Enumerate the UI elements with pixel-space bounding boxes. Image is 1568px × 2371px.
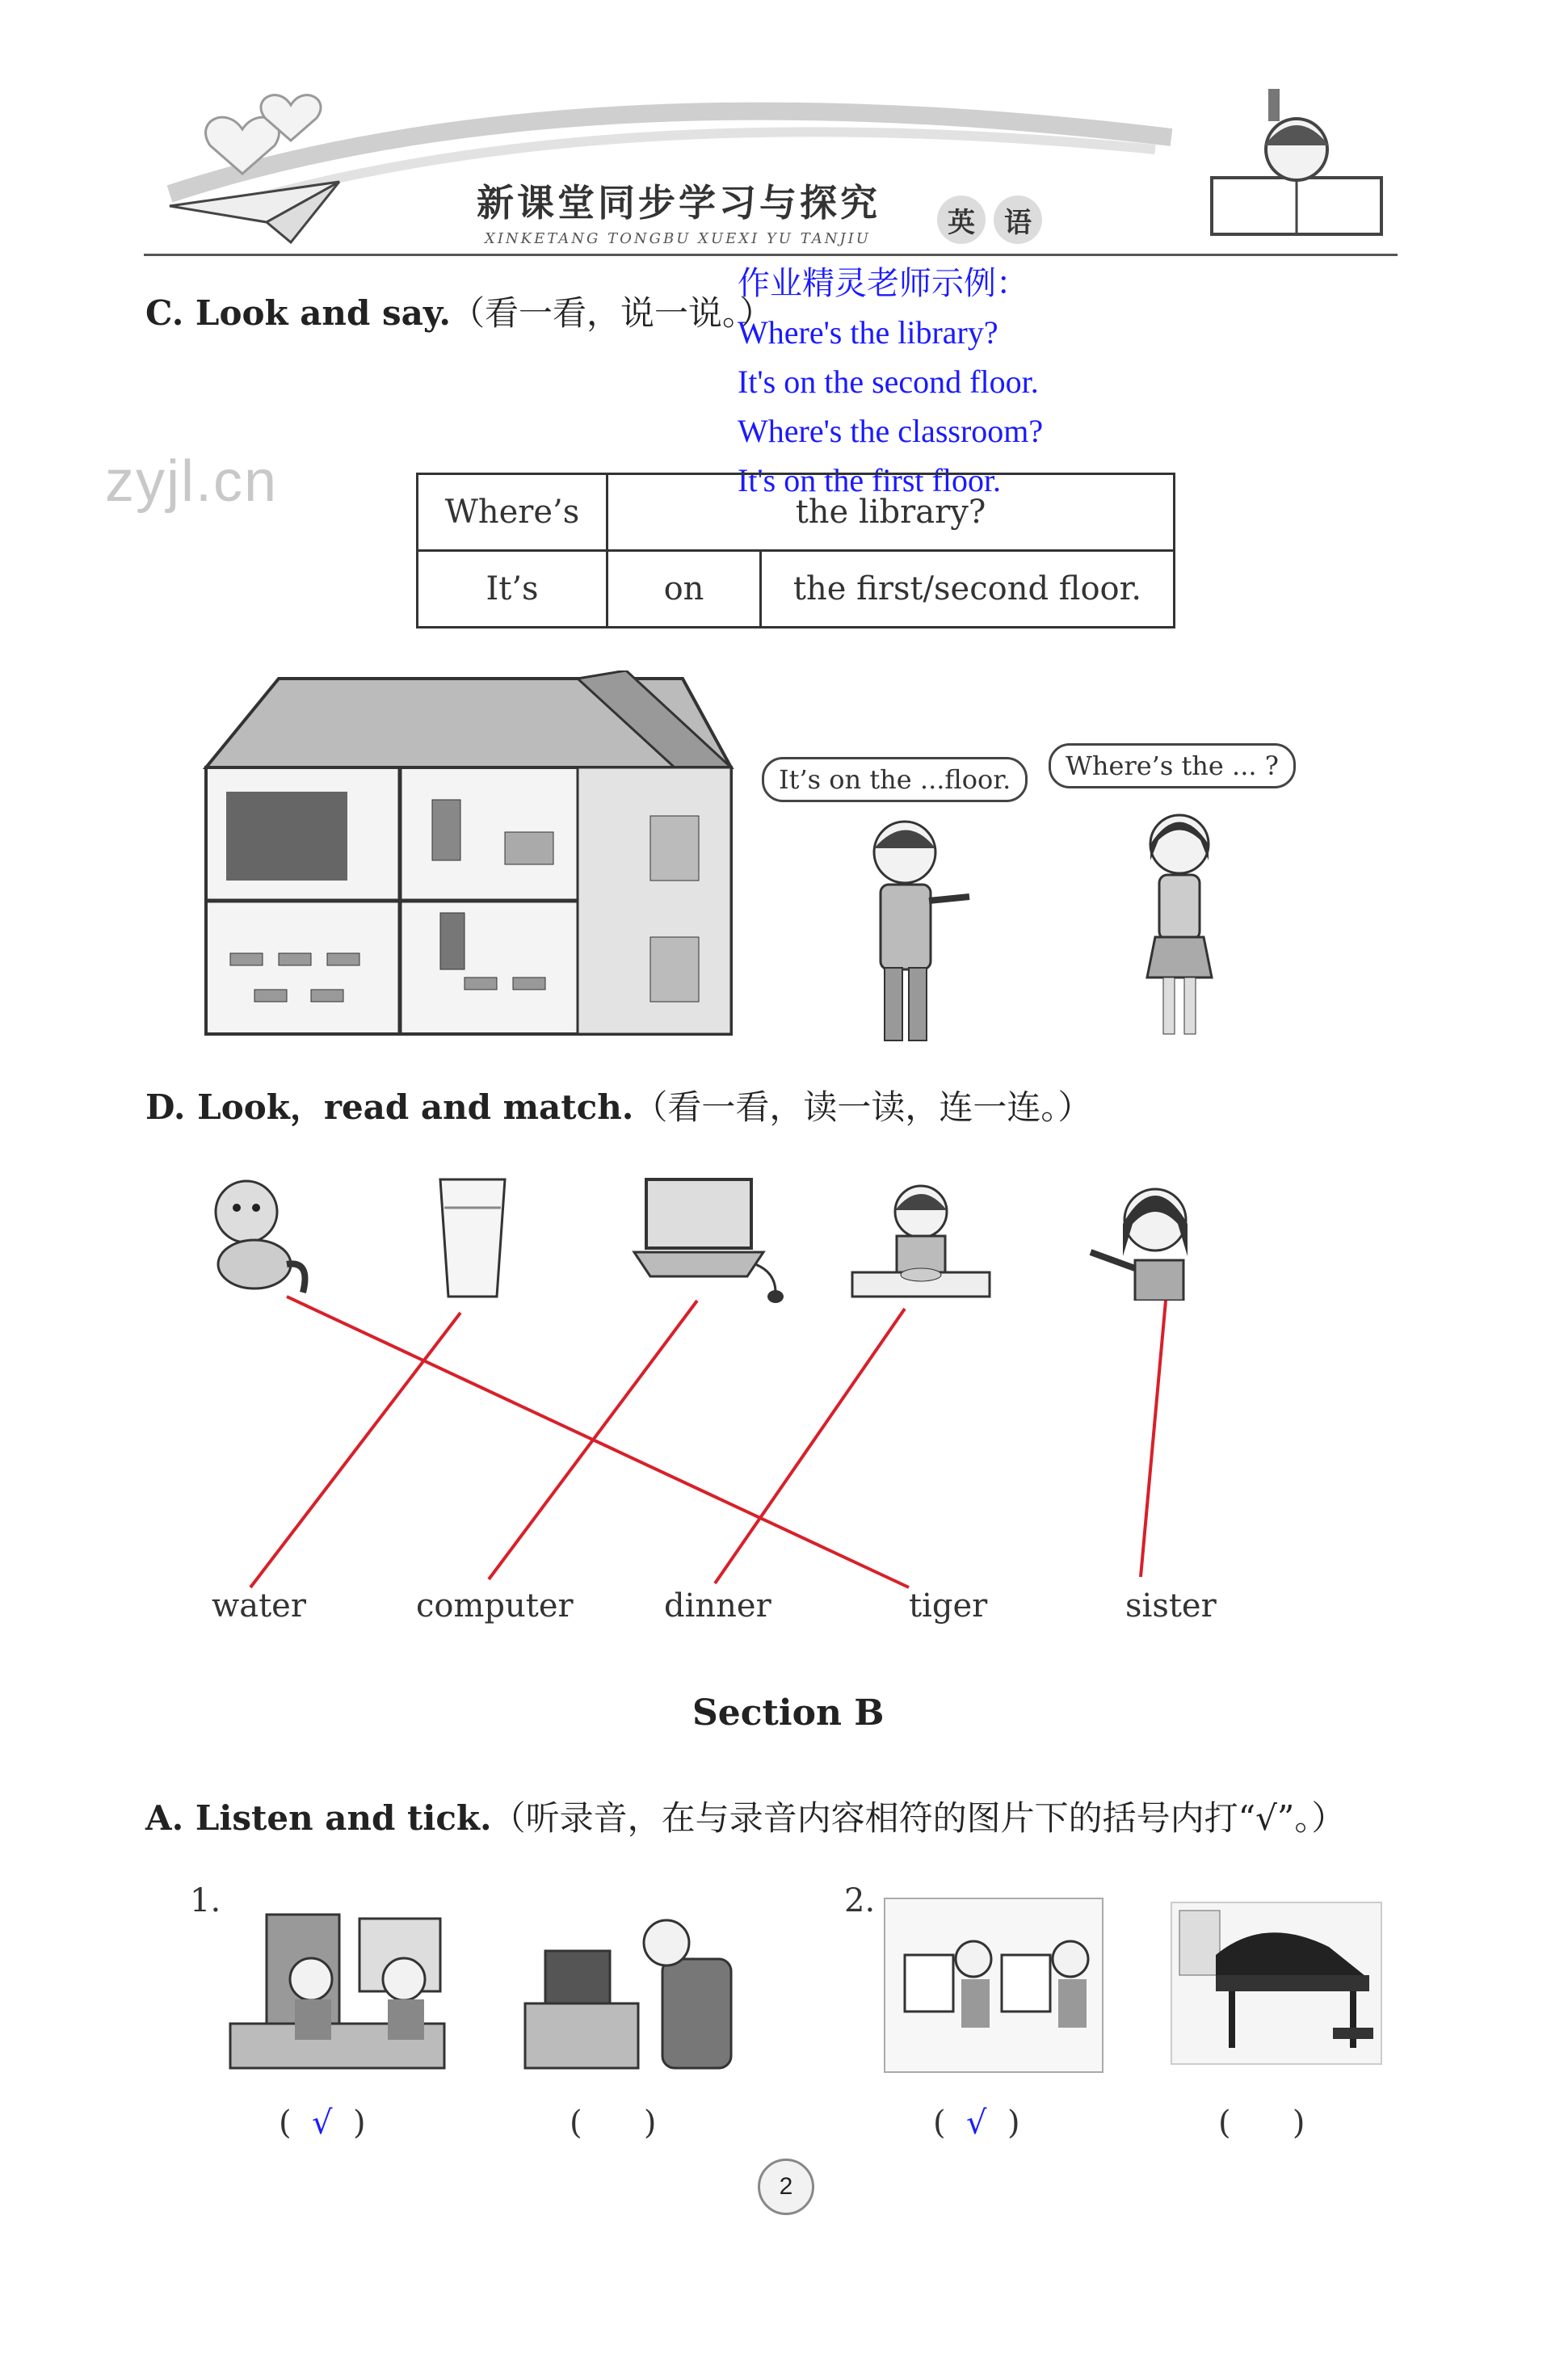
word-water: water [212, 1587, 306, 1625]
word-computer: computer [416, 1587, 574, 1625]
watermark: zyjl.cn [105, 449, 279, 514]
match-line-computer [489, 1301, 697, 1579]
item-number-1: 1. [190, 1882, 221, 1919]
word-sister: sister [1125, 1587, 1217, 1625]
section-d-heading-cn: （看一看，读一读，连一连。） [633, 1087, 1092, 1127]
word-dinner: dinner [664, 1587, 771, 1625]
table-cell: Where’s [418, 474, 607, 551]
answer-paren-2a: ( √ ) [933, 2104, 1020, 2142]
teacher-note-line: Where's the library? [738, 314, 998, 351]
page-title-pinyin: XINKETANG TONGBU XUEXI YU TANJIU [485, 230, 871, 247]
teacher-note-line: It's on the second floor. [738, 364, 1039, 400]
table-cell: It’s [418, 551, 607, 628]
answer-mark: √ [966, 2104, 987, 2142]
page-title: 新课堂同步学习与探究 [477, 181, 881, 225]
teacher-note-line: 作业精灵老师示例： [738, 265, 1028, 301]
children-painting-picture [881, 1882, 1107, 2076]
answer-paren-1a: ( √ ) [279, 2104, 366, 2142]
subject-badge-2: 语 [994, 195, 1042, 244]
section-d-heading-en: D. Look，read and match. [145, 1087, 634, 1127]
page-number: 2 [758, 2159, 814, 2215]
match-line-water [250, 1313, 460, 1587]
table-cell: the library? [607, 474, 1175, 551]
section-b-heading [145, 1792, 1345, 1840]
section-c-heading-cn: （看一看，说一说。） [451, 293, 774, 333]
word-tiger: tiger [909, 1587, 988, 1625]
teacher-note-line: Where's the classroom? [738, 413, 1044, 449]
section-b-heading-en: A. Listen and tick. [145, 1798, 492, 1838]
speech-bubble-girl: Where’s the ... ? [1049, 743, 1296, 788]
section-b-title: Section B [692, 1692, 885, 1734]
section-b-heading-cn: （听录音，在与录音内容相符的图片下的括号内打“√”。） [491, 1798, 1346, 1838]
match-line-sister [1141, 1301, 1166, 1577]
piano-picture [1167, 1898, 1385, 2068]
teacher-note-line: It's on the first floor. [738, 462, 1002, 498]
subject-badge-1: 英 [937, 195, 986, 244]
answer-mark: √ [312, 2104, 333, 2142]
boy-watching-tv-picture [517, 1911, 735, 2072]
answer-paren-1b: ( ) [570, 2104, 657, 2142]
item-number-2: 2. [844, 1882, 876, 1919]
answer-paren-2b: ( ) [1218, 2104, 1305, 2142]
table-cell: on [607, 551, 761, 628]
speech-bubble-boy: It’s on the ...floor. [762, 757, 1028, 802]
boys-at-computers-picture [226, 1911, 448, 2072]
match-line-tiger [287, 1297, 909, 1587]
section-c-heading-en: C. Look and say. [145, 293, 452, 333]
table-cell: the first/second floor. [761, 551, 1175, 628]
